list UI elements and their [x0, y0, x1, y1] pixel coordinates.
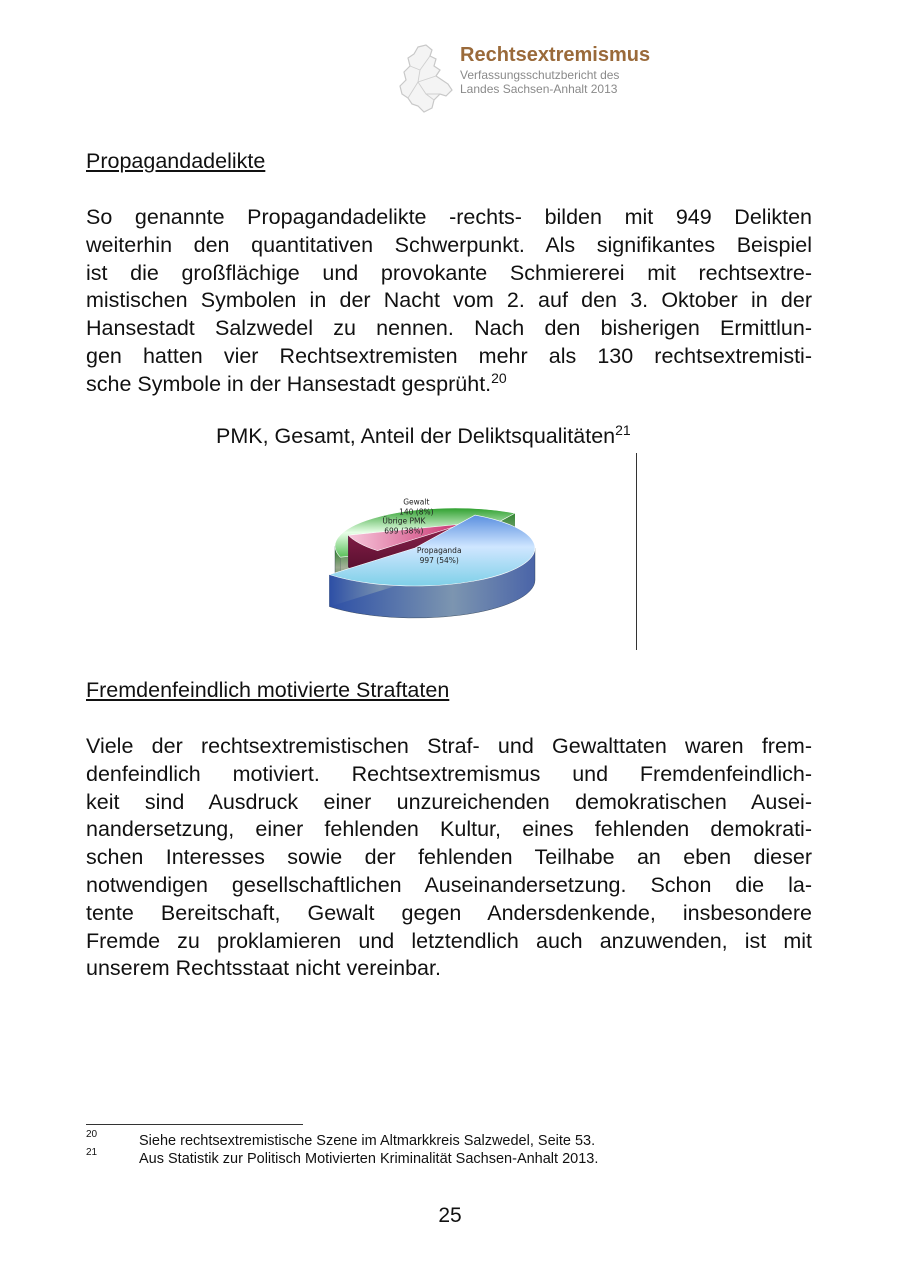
paragraph-line: gen hatten vier Rechtsextremisten mehr als 130 rechtsextremisti- [86, 343, 812, 368]
paragraph-line: notwendigen gesellschaftlichen Auseinandersetzung. Schon die la- [86, 872, 812, 897]
paragraph-line: weiterhin den quantitativen Schwerpunkt. Als signifikantes Beispiel [86, 232, 812, 257]
chart-divider-line [636, 453, 637, 650]
paragraph-line: ist die großflächige und provokante Schmiererei mit rechtsextre- [86, 260, 812, 285]
pie-slice-label: Übrige PMK [382, 516, 426, 526]
pie-chart [270, 478, 615, 638]
chart-title [216, 421, 631, 449]
footnote-ref-21[interactable]: 21 [615, 421, 631, 438]
footnote-ref-20[interactable]: 20 [491, 369, 507, 386]
paragraph-line-text: sche Symbole in der Hansestadt gesprüht. [86, 371, 492, 396]
footnote-separator [86, 1124, 303, 1125]
paragraph-line: schen Interesses sowie der fehlenden Teilhabe an eben dieser [86, 845, 812, 870]
footnote-text: Aus Statistik zur Politisch Motivierten Kriminalität Sachsen-Anhalt 2013. [139, 1151, 599, 1167]
paragraph-fremdenfeindlich [86, 733, 812, 983]
header-subtitle-line2: Landes Sachsen-Anhalt 2013 [460, 82, 618, 96]
paragraph-line: Viele der rechtsextremistischen Straf- und Gewalttaten waren frem- [86, 734, 812, 758]
pie-slice-value-label: 997 (54%) [419, 555, 459, 565]
page-number: 25 [438, 1204, 462, 1227]
paragraph-line: So genannte Propagandadelikte -rechts- bilden mit 949 Delikten [86, 205, 812, 229]
paragraph-line: Fremde zu proklamieren und letztendlich auch anzuwenden, ist mit [86, 928, 812, 953]
paragraph-last-line: unserem Rechtsstaat nicht vereinbar. [86, 956, 441, 981]
paragraph-line: denfeindlich motiviert. Rechtsextremismus und Fremdenfeindlich- [86, 761, 812, 786]
paragraph-line: nandersetzung, einer fehlenden Kultur, eines fehlenden demokrati- [86, 817, 812, 842]
pie-slice-value-label: 140 (8%) [399, 507, 434, 517]
page-header [396, 42, 696, 114]
sachsen-anhalt-map-logo [396, 44, 454, 114]
footnote-number: 21 [86, 1147, 98, 1158]
footnote-number: 20 [86, 1129, 98, 1140]
paragraph-last-line [86, 371, 812, 399]
section-heading-propagandadelikte: Propagandadelikte [86, 149, 266, 173]
chart-title-text: PMK, Gesamt, Anteil der Deliktsqualitäten [216, 424, 616, 448]
paragraph-line: tente Bereitschaft, Gewalt gegen Andersdenkende, insbesondere [86, 900, 812, 925]
paragraph-line: keit sind Ausdruck einer unzureichenden demokratischen Ausei- [86, 789, 812, 814]
pie-slice-label: Gewalt [403, 497, 430, 507]
footnote-text: Siehe rechtsextremistische Szene im Altmarkkreis Salzwedel, Seite 53. [139, 1133, 596, 1149]
pie-slice-value-label: 699 (38%) [384, 526, 424, 536]
paragraph-line: mistischen Symbolen in der Nacht vom 2. auf den 3. Oktober in der [86, 288, 812, 313]
paragraph-propagandadelikte [86, 204, 812, 399]
pie-slice-label: Propaganda [416, 545, 462, 555]
paragraph-line: Hansestadt Salzwedel zu nennen. Nach den bisherigen Ermittlun- [86, 316, 812, 341]
header-subtitle-line1: Verfassungsschutzbericht des [460, 68, 620, 82]
header-title: Rechtsextremismus [460, 44, 651, 66]
section-heading-fremdenfeindlich: Fremdenfeindlich motivierte Straftaten [86, 678, 450, 702]
